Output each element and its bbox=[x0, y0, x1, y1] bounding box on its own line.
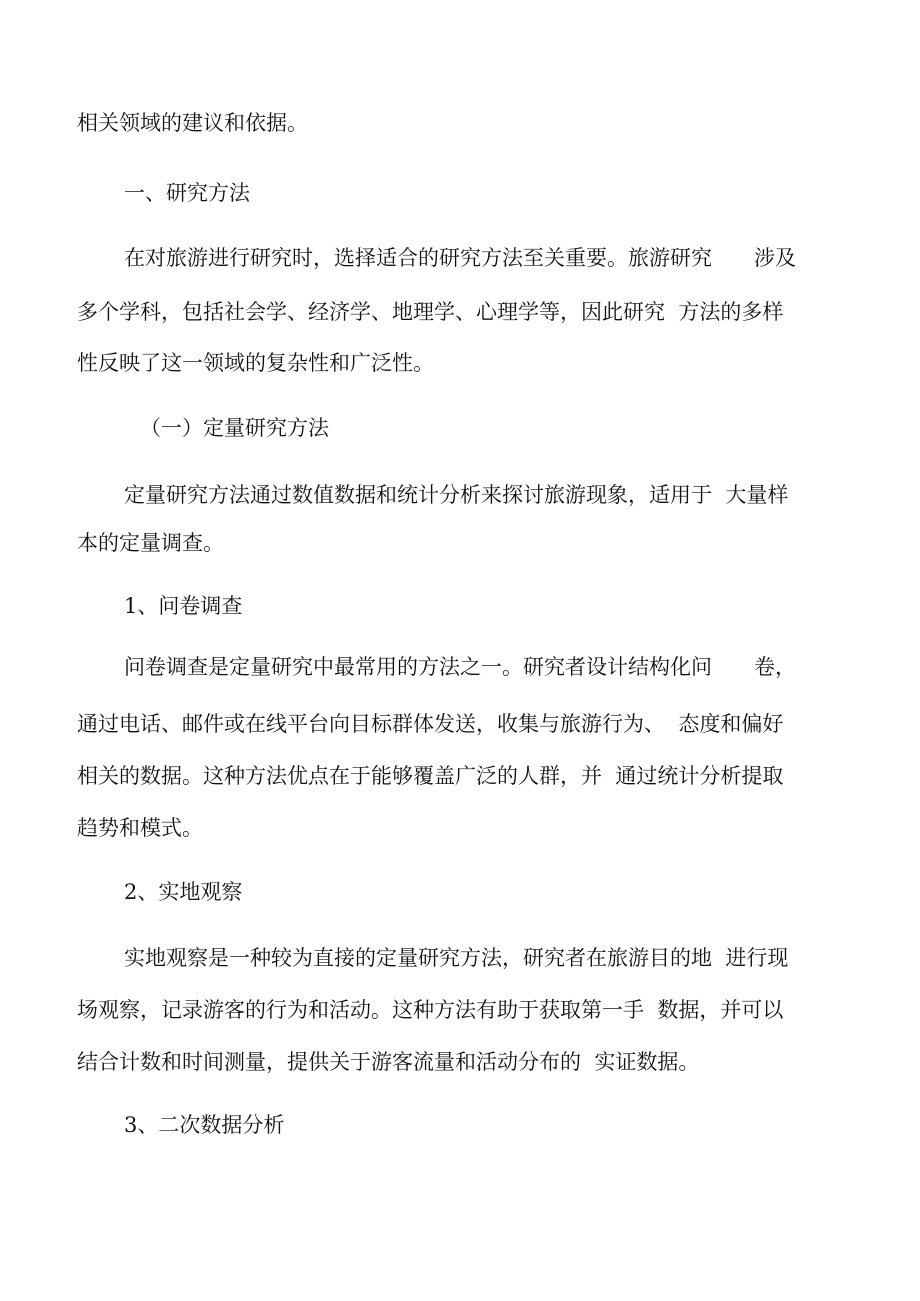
paragraph-line: 问卷调查是定量研究中最常用的方法之一。研究者设计结构化问 卷， bbox=[124, 655, 796, 679]
paragraph-line: 相关领域的建议和依据。 bbox=[77, 111, 308, 135]
paragraph-line: 本的定量调查。 bbox=[77, 531, 224, 555]
paragraph-line: 结合计数和时间测量，提供关于游客流量和活动分布的 实证数据。 bbox=[77, 1050, 700, 1074]
section-heading: 一、研究方法 bbox=[124, 181, 250, 205]
item-heading: 1、问卷调查 bbox=[124, 594, 243, 618]
item-heading: 3、二次数据分析 bbox=[124, 1113, 285, 1137]
subsection-heading: （一）定量研究方法 bbox=[140, 416, 329, 440]
item-heading: 2、实地观察 bbox=[124, 880, 243, 904]
paragraph-line: 趋势和模式。 bbox=[77, 816, 203, 840]
paragraph-line: 场观察，记录游客的行为和活动。这种方法有助于获取第一手 数据，并可以 bbox=[77, 998, 784, 1022]
paragraph-line: 实地观察是一种较为直接的定量研究方法，研究者在旅游目的地 进行现 bbox=[124, 946, 789, 970]
paragraph-line: 多个学科，包括社会学、经济学、地理学、心理学等，因此研究 方法的多样 bbox=[77, 300, 784, 324]
paragraph-line: 在对旅游进行研究时，选择适合的研究方法至关重要。旅游研究 涉及 bbox=[124, 246, 796, 270]
paragraph-line: 通过电话、邮件或在线平台向目标群体发送，收集与旅游行为、 态度和偏好 bbox=[77, 712, 784, 736]
paragraph-line: 相关的数据。这种方法优点在于能够覆盖广泛的人群，并 通过统计分析提取 bbox=[77, 764, 784, 788]
paragraph-line: 性反映了这一领域的复杂性和广泛性。 bbox=[77, 351, 434, 375]
paragraph-line: 定量研究方法通过数值数据和统计分析来探讨旅游现象，适用于 大量样 bbox=[124, 483, 789, 507]
